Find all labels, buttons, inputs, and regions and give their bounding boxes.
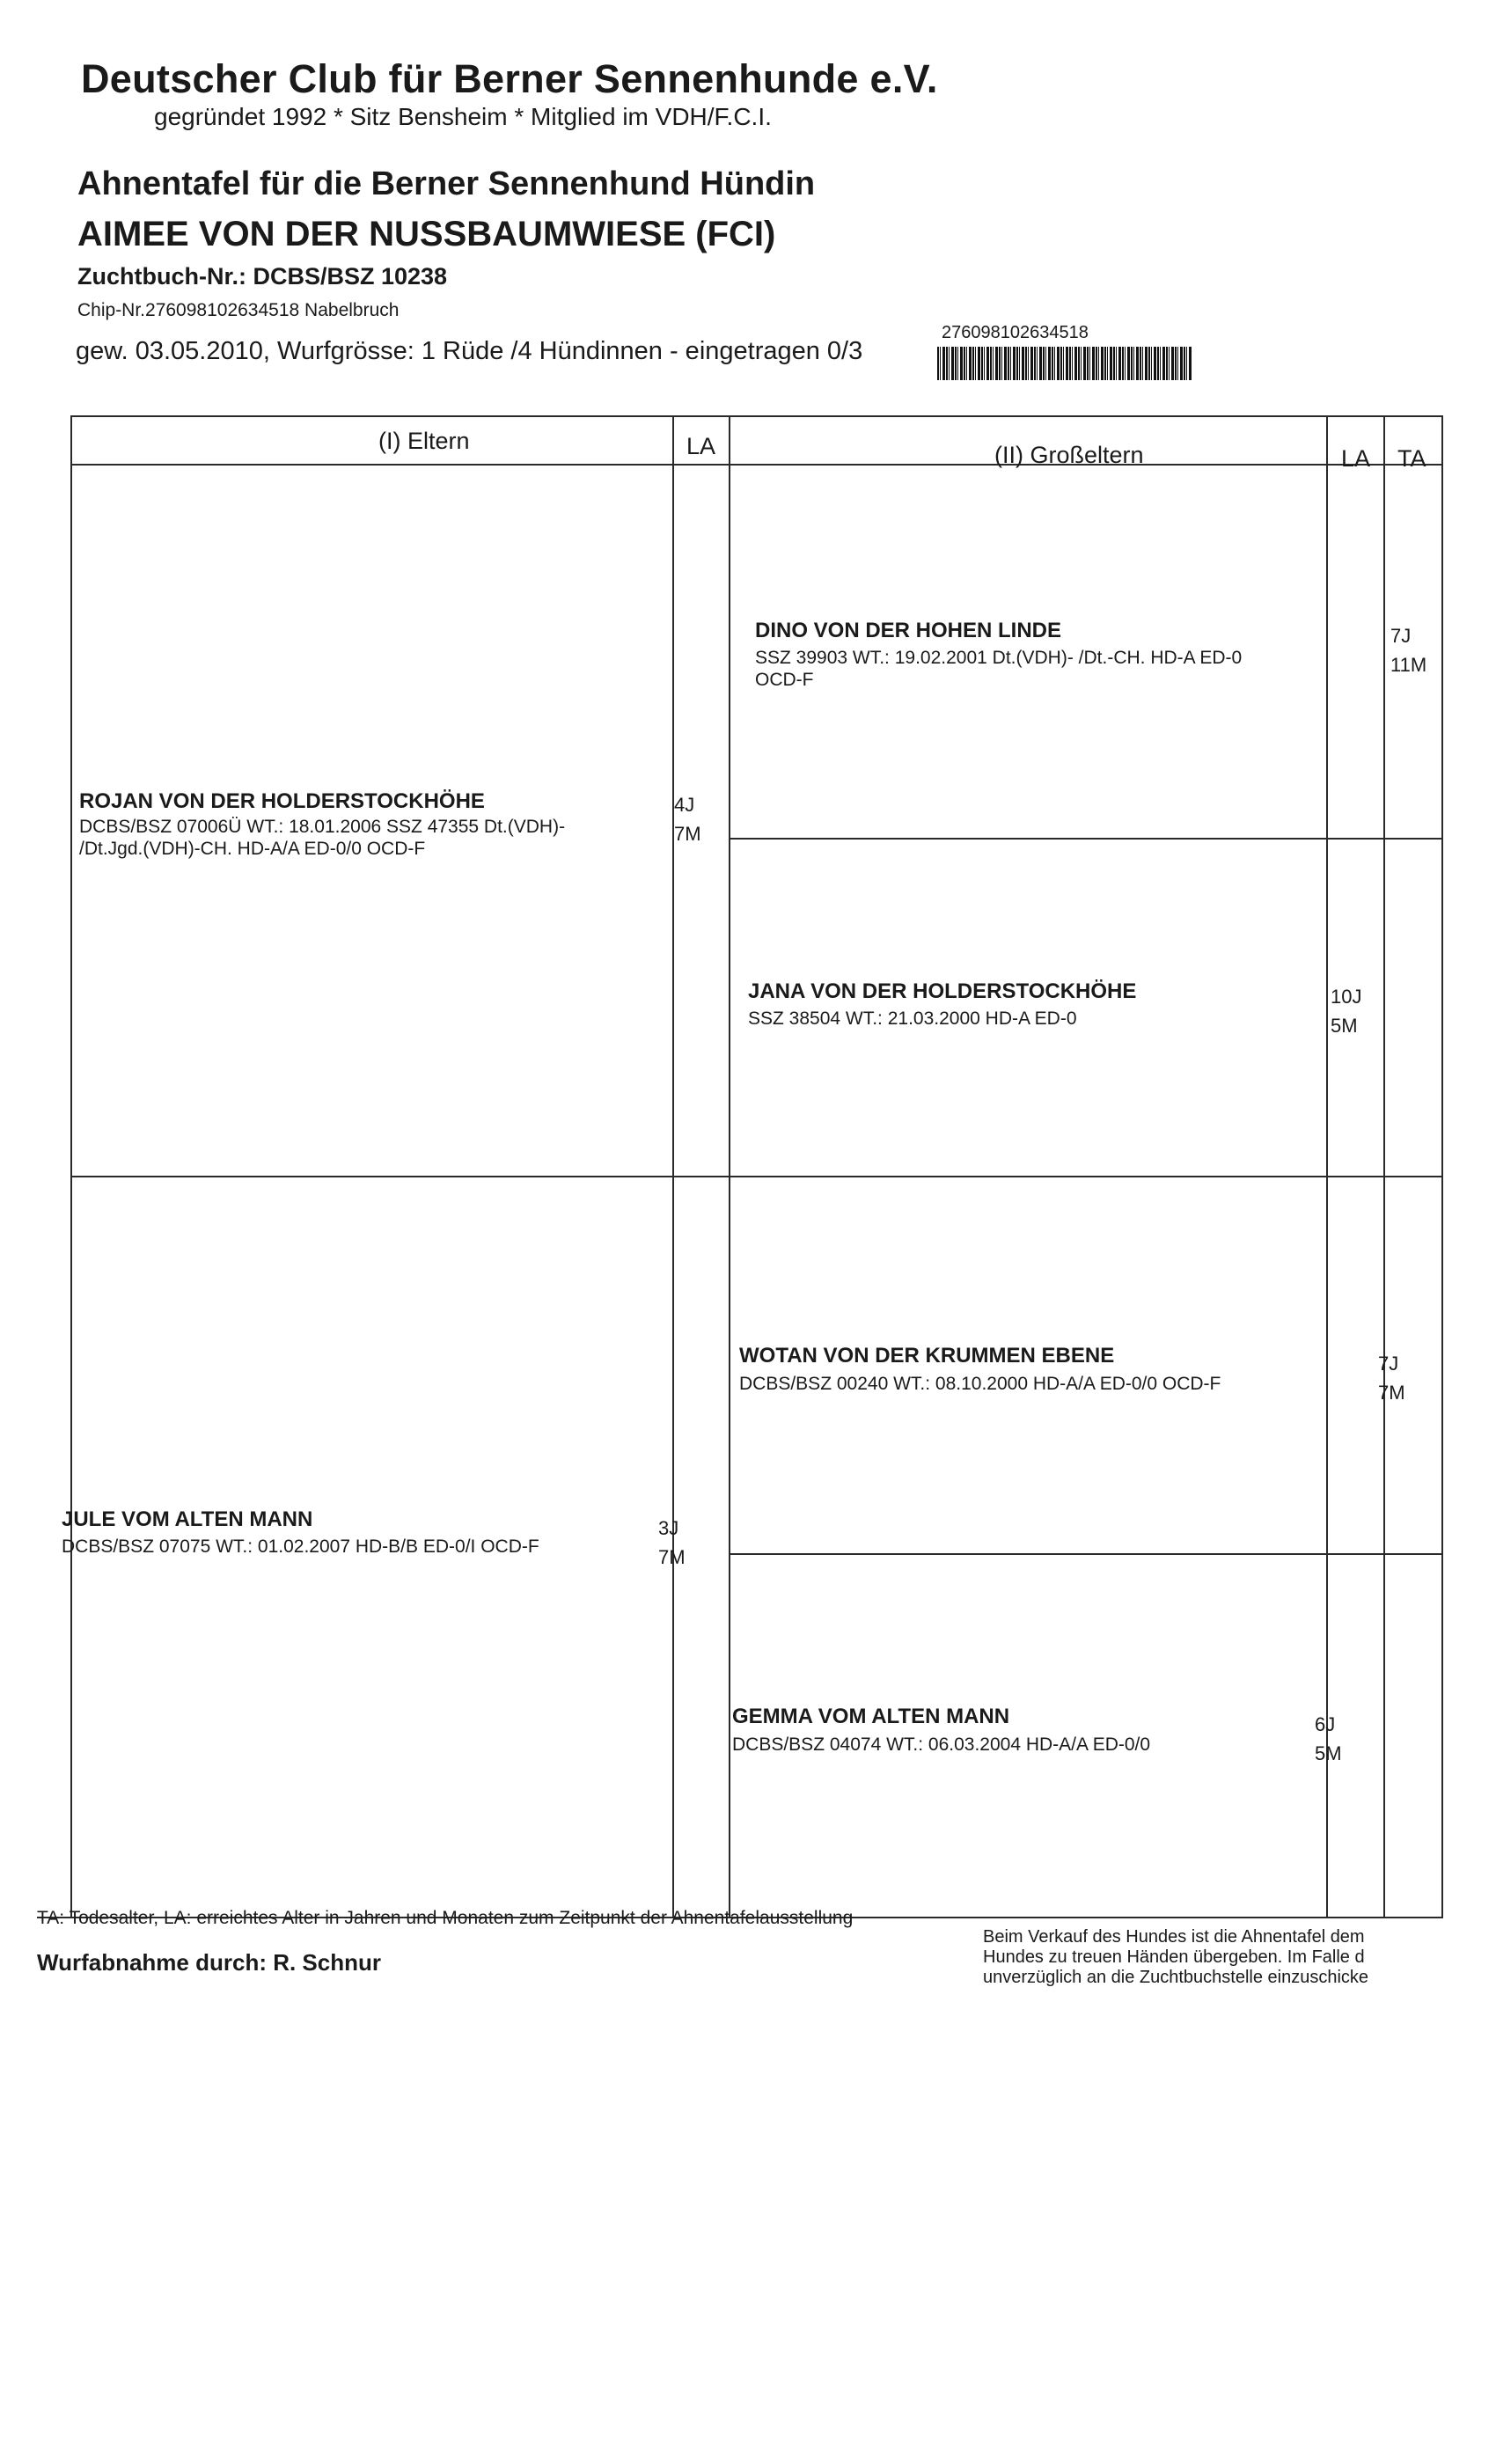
granddam-paternal-la-years: 10J xyxy=(1331,986,1362,1008)
table-divider-eltern xyxy=(672,415,674,1918)
row-divider-grandparents-2 xyxy=(729,1553,1443,1555)
zuchtbuch-number: Zuchtbuch-Nr.: DCBS/BSZ 10238 xyxy=(77,263,448,290)
sire-name: ROJAN VON DER HOLDERSTOCKHÖHE xyxy=(79,789,485,813)
granddam-paternal-name: JANA VON DER HOLDERSTOCKHÖHE xyxy=(748,979,1137,1003)
grandsire-paternal-ta-months: 11M xyxy=(1390,654,1427,676)
dam-details-line-1: DCBS/BSZ 07075 WT.: 01.02.2007 HD-B/B ED-0/I OCD-F xyxy=(62,1536,539,1557)
club-subtitle: gegründet 1992 * Sitz Bensheim * Mitglied im VDH/F.C.I. xyxy=(154,103,772,130)
breeder-note: Wurfabnahme durch: R. Schnur xyxy=(37,1949,381,1976)
grandsire-maternal-details-line-1: DCBS/BSZ 00240 WT.: 08.10.2000 HD-A/A ED-0/0 OCD-F xyxy=(739,1374,1221,1394)
granddam-paternal-details-line-1: SSZ 38504 WT.: 21.03.2000 HD-A ED-0 xyxy=(748,1008,1077,1029)
table-divider-ta xyxy=(1383,415,1385,1918)
column-header-grosseltern: (II) Großeltern xyxy=(994,442,1144,468)
column-header-eltern: (I) Eltern xyxy=(378,428,470,454)
club-name: Deutscher Club für Berner Sennenhunde e.V. xyxy=(81,56,938,101)
table-right-border xyxy=(1441,415,1443,1918)
row-divider-parents xyxy=(70,1176,1443,1177)
row-divider-grandparents-1 xyxy=(729,838,1443,840)
sale-notice-line-1: Beim Verkauf des Hundes ist die Ahnentafel dem xyxy=(983,1927,1365,1947)
grandsire-paternal-name: DINO VON DER HOHEN LINDE xyxy=(755,619,1062,642)
grandsire-maternal-ta-months: 7M xyxy=(1378,1382,1405,1404)
column-header-la: LA xyxy=(686,433,716,459)
barcode xyxy=(937,347,1192,380)
sire-details-line-2: /Dt.Jgd.(VDH)-CH. HD-A/A ED-0/0 OCD-F xyxy=(79,839,426,859)
table-divider-grosseltern xyxy=(1326,415,1328,1918)
sale-notice xyxy=(983,1927,1423,1988)
table-top-border xyxy=(70,415,1443,417)
grandsire-maternal-name: WOTAN VON DER KRUMMEN EBENE xyxy=(739,1344,1115,1368)
grandsire-maternal-ta-years: 7J xyxy=(1378,1353,1399,1375)
table-left-border xyxy=(70,415,72,1918)
table-header-underline xyxy=(70,464,1443,466)
granddam-paternal-la-months: 5M xyxy=(1331,1015,1358,1037)
grandsire-paternal-details-line-1: SSZ 39903 WT.: 19.02.2001 Dt.(VDH)- /Dt.-CH. HD-A ED-0 xyxy=(755,648,1243,668)
sire-details-line-1: DCBS/BSZ 07006Ü WT.: 18.01.2006 SSZ 47355 Dt.(VDH)- xyxy=(79,817,566,837)
granddam-maternal-details-line-1: DCBS/BSZ 04074 WT.: 06.03.2004 HD-A/A ED-0/0 xyxy=(732,1734,1151,1755)
sale-notice-line-2: Hundes zu treuen Händen übergeben. Im Falle d xyxy=(983,1947,1365,1967)
grandsire-paternal-ta-years: 7J xyxy=(1390,625,1412,647)
dog-name: AIMEE VON DER NUSSBAUMWIESE (FCI) xyxy=(77,215,776,253)
dam-name: JULE VOM ALTEN MANN xyxy=(62,1507,313,1531)
granddam-maternal-la-years: 6J xyxy=(1315,1713,1336,1735)
dam-la-months: 7M xyxy=(658,1546,686,1568)
sale-notice-line-3: unverzüglich an die Zuchtbuchstelle einzuschicke xyxy=(983,1968,1369,1987)
chip-number: Chip-Nr.276098102634518 Nabelbruch xyxy=(77,300,400,320)
granddam-maternal-la-months: 5M xyxy=(1315,1742,1342,1764)
granddam-maternal-name: GEMMA VOM ALTEN MANN xyxy=(732,1705,1010,1728)
dam-la-years: 3J xyxy=(658,1517,679,1539)
document-title: Ahnentafel für die Berner Sennenhund Hündin xyxy=(77,165,816,202)
sire-la-years: 4J xyxy=(674,794,695,816)
birth-litter-info: gew. 03.05.2010, Wurfgrösse: 1 Rüde /4 Hündinnen - eingetragen 0/3 xyxy=(76,337,863,365)
legend-note: TA: Todesalter, LA: erreichtes Alter in Jahren und Monaten zum Zeitpunkt der Ahnentafelausstellung xyxy=(37,1908,854,1928)
sire-la-months: 7M xyxy=(674,823,701,845)
column-header-la2: LA xyxy=(1341,445,1371,472)
table-divider-la xyxy=(729,415,730,1918)
column-header-ta: TA xyxy=(1397,445,1426,472)
grandsire-paternal-details-line-2: OCD-F xyxy=(755,670,814,690)
barcode-number: 276098102634518 xyxy=(942,323,1089,342)
